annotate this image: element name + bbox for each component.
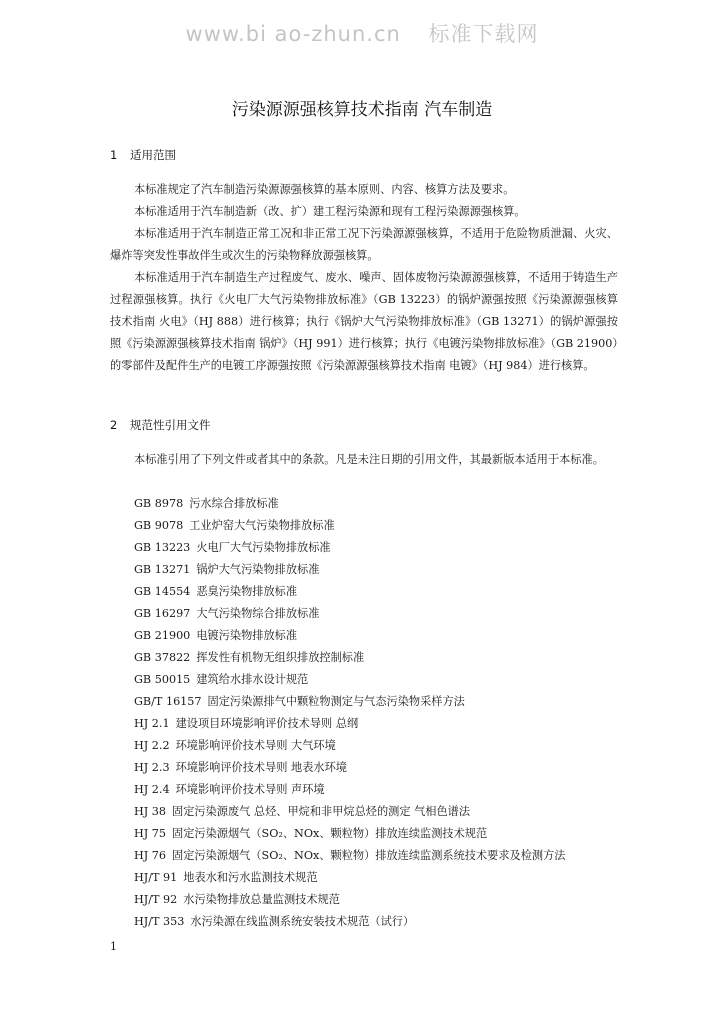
watermark xyxy=(0,18,724,48)
reference-name: 恶臭污染物排放标准 xyxy=(196,585,298,598)
section-2-heading xyxy=(110,417,211,433)
reference-item xyxy=(134,713,565,735)
reference-name: 挥发性有机物无组织排放控制标准 xyxy=(196,651,365,664)
reference-item xyxy=(134,493,565,515)
section-1-heading xyxy=(110,147,176,163)
reference-code: HJ 2.2 xyxy=(134,739,170,752)
section-2-intro: 本标准引用了下列文件或者其中的条款。凡是未注日期的引用文件，其最新版本适用于本标准。 xyxy=(134,453,604,466)
reference-name: 固定污染源烟气（SO₂、NOx、颗粒物）排放连续监测系统技术要求及检测方法 xyxy=(172,849,566,862)
reference-item xyxy=(134,559,565,581)
reference-name: 环境影响评价技术导则 大气环境 xyxy=(175,739,336,752)
reference-item xyxy=(134,625,565,647)
reference-code: HJ 2.3 xyxy=(134,761,170,774)
section-1-paragraph: 本标准适用于汽车制造正常工况和非正常工况下污染源源强核算，不适用于危险物质泄漏、火灾、爆炸等突发性事故伴生或次生的污染物释放源强核算。 xyxy=(110,227,618,262)
reference-name: 火电厂大气污染物排放标准 xyxy=(196,541,331,554)
reference-item xyxy=(134,581,565,603)
reference-item xyxy=(134,691,565,713)
section-1-paragraph: 本标准规定了汽车制造污染源源强核算的基本原则、内容、核算方法及要求。 xyxy=(134,183,515,196)
reference-item xyxy=(134,801,565,823)
reference-code: GB 16297 xyxy=(134,607,191,620)
reference-name: 固定污染源烟气（SO₂、NOx、颗粒物）排放连续监测技术规范 xyxy=(172,827,488,840)
reference-item xyxy=(134,823,565,845)
reference-list xyxy=(134,493,565,933)
section-2-number: 2 xyxy=(110,418,118,432)
reference-code: GB 8978 xyxy=(134,497,184,510)
reference-name: 水污染物排放总量监测技术规范 xyxy=(183,893,340,906)
reference-name: 污水综合排放标准 xyxy=(189,497,279,510)
reference-code: HJ 38 xyxy=(134,805,167,818)
reference-code: GB 13223 xyxy=(134,541,191,554)
reference-code: GB 21900 xyxy=(134,629,191,642)
reference-item xyxy=(134,911,565,933)
reference-name: 环境影响评价技术导则 地表水环境 xyxy=(175,761,347,774)
reference-item xyxy=(134,779,565,801)
reference-name: 地表水和污水监测技术规范 xyxy=(183,871,318,884)
reference-code: HJ 2.4 xyxy=(134,783,170,796)
reference-code: HJ/T 92 xyxy=(134,893,178,906)
reference-code: HJ 2.1 xyxy=(134,717,170,730)
reference-name: 固定污染源废气 总烃、甲烷和非甲烷总烃的测定 气相色谱法 xyxy=(172,805,471,818)
reference-item xyxy=(134,603,565,625)
reference-code: GB/T 16157 xyxy=(134,695,202,708)
reference-code: GB 13271 xyxy=(134,563,191,576)
reference-name: 水污染源在线监测系统安装技术规范（试行） xyxy=(190,915,415,928)
section-1-number: 1 xyxy=(110,148,118,162)
watermark-url: www.bi ao-zhun.cn xyxy=(185,22,401,46)
reference-name: 环境影响评价技术导则 声环境 xyxy=(175,783,325,796)
reference-name: 工业炉窑大气污染物排放标准 xyxy=(189,519,335,532)
reference-item xyxy=(134,757,565,779)
section-1-paragraph: 本标准适用于汽车制造新（改、扩）建工程污染源和现有工程污染源源强核算。 xyxy=(134,205,526,218)
document-title: 污染源源强核算技术指南 汽车制造 xyxy=(231,100,493,120)
reference-code: GB 14554 xyxy=(134,585,191,598)
reference-code: GB 37822 xyxy=(134,651,191,664)
reference-code: HJ/T 91 xyxy=(134,871,178,884)
reference-name: 建筑给水排水设计规范 xyxy=(196,673,309,686)
page-number: 1 xyxy=(110,940,117,953)
reference-name: 建设项目环境影响评价技术导则 总纲 xyxy=(175,717,359,730)
reference-code: GB 50015 xyxy=(134,673,191,686)
reference-item xyxy=(134,889,565,911)
reference-name: 固定污染源排气中颗粒物测定与气态污染物采样方法 xyxy=(207,695,465,708)
reference-item xyxy=(134,845,565,867)
section-1-paragraph: 本标准适用于汽车制造生产过程废气、废水、噪声、固体废物污染源源强核算，不适用于铸造生产过程源强核算。执行《火电厂大气污染物排放标准》（GB 13223）的锅炉源强按照《污染源源强核算技术指南 火电》（HJ 888）进行核算；执行《锅炉大气污染物排放标准》（GB 13271）的锅炉源强按照《污染源源强核算技术指南 锅炉》（HJ 991）进行核算；执行《电镀污染物排放标准》（GB 21900）的零部件及配件生产的电镀工序源强按照《污染源源强核算技术指南 电镀》（HJ 984）进行核算。 xyxy=(110,271,618,372)
watermark-site: 标准下载网 xyxy=(428,22,539,46)
reference-name: 大气污染物综合排放标准 xyxy=(196,607,320,620)
reference-item xyxy=(134,537,565,559)
reference-item xyxy=(134,735,565,757)
reference-code: HJ 75 xyxy=(134,827,167,840)
section-2-title: 规范性引用文件 xyxy=(130,418,211,432)
reference-code: HJ 76 xyxy=(134,849,167,862)
reference-item xyxy=(134,515,565,537)
reference-name: 电镀污染物排放标准 xyxy=(196,629,298,642)
reference-item xyxy=(134,867,565,889)
reference-code: GB 9078 xyxy=(134,519,184,532)
reference-name: 锅炉大气污染物排放标准 xyxy=(196,563,320,576)
reference-item xyxy=(134,669,565,691)
section-1-title: 适用范围 xyxy=(130,148,176,162)
reference-item xyxy=(134,647,565,669)
reference-code: HJ/T 353 xyxy=(134,915,185,928)
